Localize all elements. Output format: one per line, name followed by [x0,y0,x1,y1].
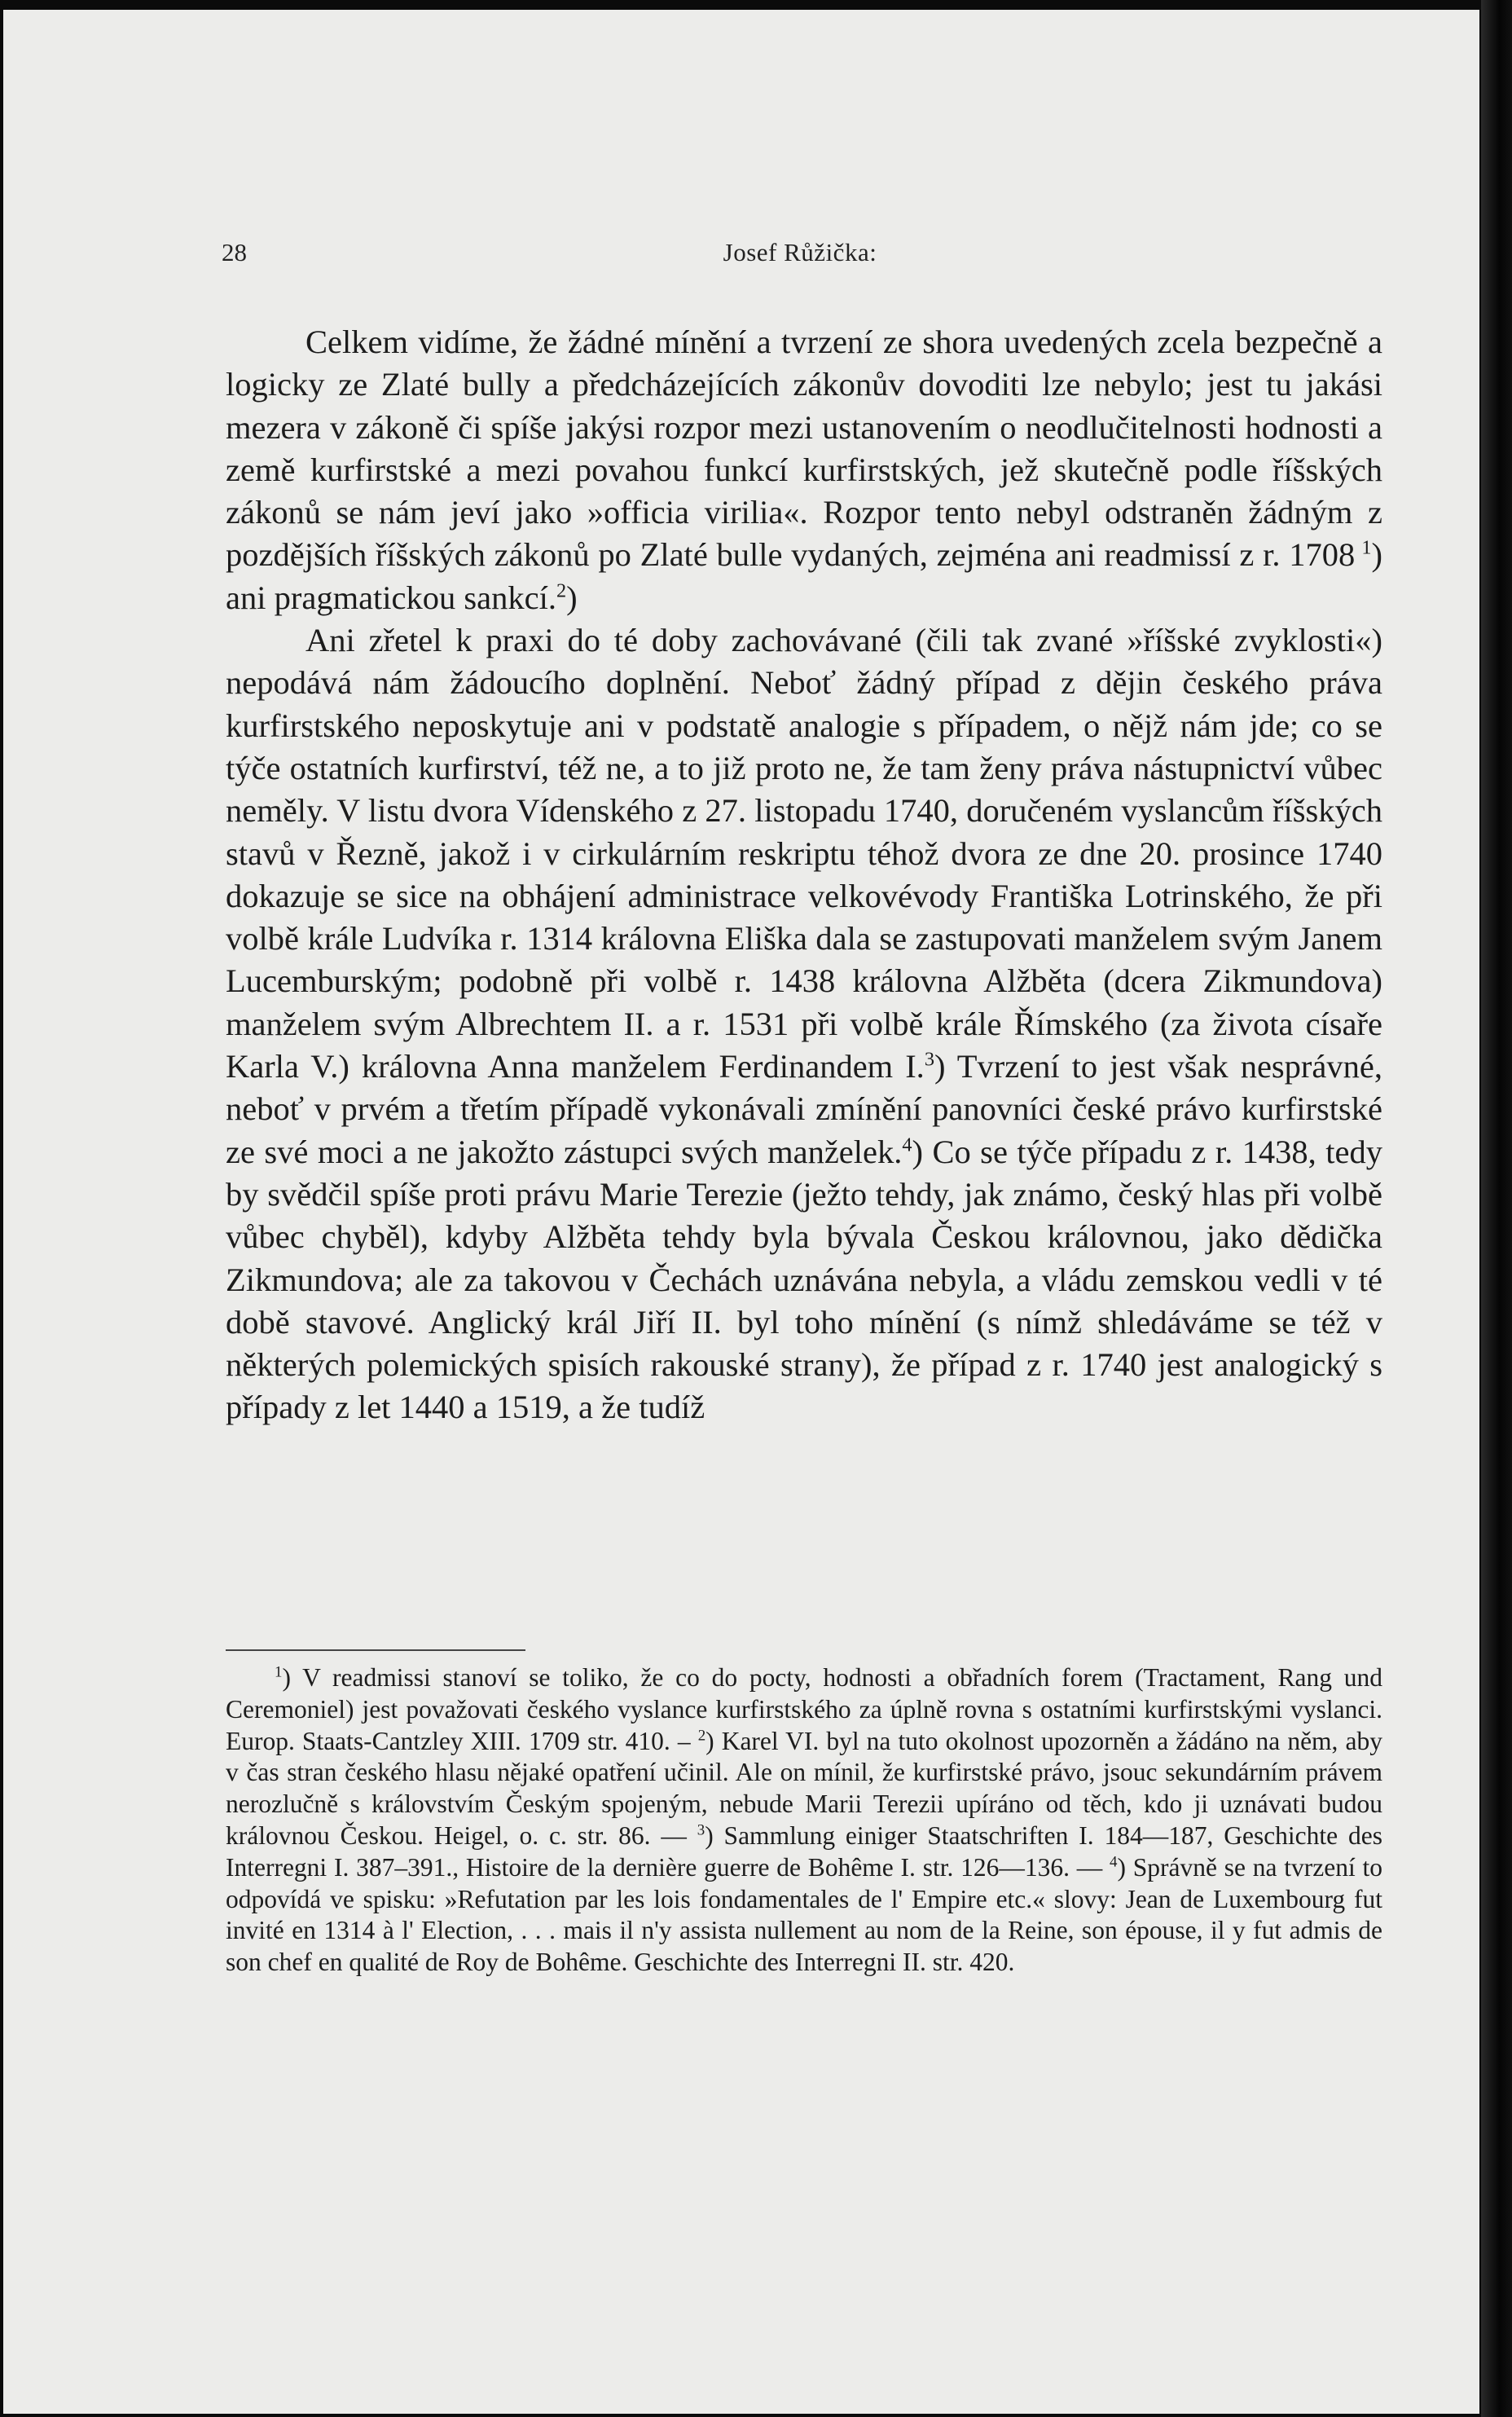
footnote-ref: 3 [924,1048,934,1071]
paragraph-text: Celkem vidíme, že žádné mínění a tvrzení ze shora uvedených zcela bezpečně a logicky ze Zlaté bully a předcházejících zákonův dovoditi lze nebylo; jest tu jakási mezera v zákoně či spíše jakýsi rozpor mezi ustanovením o neodlučitelnosti hodnosti a země kurfirstské a mezi povahou funkcí kurfirstských, jež skutečně podle říšských zákonů se nám jeví jako »officia virilia«. Rozpor tento nebyl odstraněn žádným z pozdějších říšských zákonů po Zlaté bulle vydaných, zejména ani readmissí z r. 1708 [226,324,1382,574]
footnote-text: ) Karel VI. byl na tuto okolnost upozorněn a žádáno na něm, aby v čas stran českého hlasu nějaké opatření učinil. Ale on mínil, že kurfirstské právo, jsouc sekundárním právem nerozlučně s královstvím Českým spojeným, nebude Marii Terezii upíráno od těch, kdo ji uznávati budou královnou Českou. Heigel, o. c. str. 86. — [226,1726,1382,1850]
footnote-mark: 4 [1110,1853,1118,1871]
footnote-text: ) Sammlung einiger Staatschriften I. 184—187, Geschichte des Interregni I. 387–391., Histoire de la dernière guerre de Bohême I. str. 126—136. — [226,1820,1382,1882]
scan-edge [1481,0,1512,2417]
paragraph [226,619,1382,1429]
footnote-mark: 2 [697,1727,706,1745]
paragraph-text: ) [566,579,578,616]
footnote-text: ) V readmissi stanoví se toliko, že co do pocty, hodnosti a obřadních forem (Tractament, Rang und Ceremoniel) jest považovati českého vyslance kurfirstského za úplně rovna s ostatními kurfirstskými vyslanci. Europ. Staats-Cantzley XIII. 1709 str. 410. – [226,1663,1382,1755]
paragraph-text: ) ani pragmatickou sankcí. [226,536,1382,616]
footnote-ref: 1 [1361,536,1372,559]
footnote-ref: 4 [902,1134,912,1156]
page-number: 28 [222,238,247,266]
running-head: Josef Růžička: [723,238,877,266]
footnote-text: ) Správně se na tvrzení to odpovídá ve spisku: »Refutation par les lois fondamentales de l' Empire etc.« slovy: Jean de Luxembourg fut invité en 1314 à l' Election, . . . mais il n'y assista nullement au nom de la Reine, son épouse, il y fut admis de son chef en qualité de Roy de Bohême. Geschichte des Interregni II. str. 420. [226,1852,1382,1977]
footnote-mark: 1 [275,1663,283,1681]
paragraph-text: ) Tvrzení to jest však nesprávné, neboť v prvém a třetím případě vykonávali zmínění panovníci české právo kurfirstské ze své moci a ne jakožto zástupci svých manželek. [226,1048,1382,1170]
paragraph-text: Ani zřetel k praxi do té doby zachovávané (čili tak zvané »říšské zvyklosti«) nepodává nám žádoucího doplnění. Neboť žádný případ z dějin českého práva kurfirstského neposkytuje ani v podstatě analogie s případem, o nějž nám jde; co se týče ostatních kurfirství, též ne, a to již proto ne, že tam ženy práva nástupnictví vůbec neměly. V listu dvora Vídenského z 27. listopadu 1740, doručeném vyslancům říšských stavů v Řezně, jakož i v cirkulárním reskriptu téhož dvora ze dne 20. prosince 1740 dokazuje se sice na obhájení administrace velkovévody Františka Lotrinského, že při volbě krále Ludvíka r. 1314 královna Eliška dala se zastupovati manželem svým Janem Lucemburským; podobně při volbě r. 1438 královna Alžběta (dcera Zikmundova) manželem svým Albrechtem II. a r. 1531 při volbě krále Římského (za života císaře Karla V.) královna Anna manželem Ferdinandem I. [226,622,1382,1085]
footnote-rule [226,1649,525,1651]
paragraph-text: ) Co se týče případu z r. 1438, tedy by svědčil spíše proti právu Marie Terezie (ježto tehdy, jak známo, český hlas při volbě vůbec chyběl), kdyby Alžběta tehdy byla bývala Českou královnou, jako dědička Zikmundova; ale za takovou v Čechách uznávána nebyla, a vládu zemskou vedli v té době stavové. Anglický král Jiří II. byl toho mínění (s nímž shledáváme se též v některých polemických spisích rakouské strany), že případ z r. 1740 jest analogický s případy z let 1440 a 1519, a že tudíž [226,1133,1382,1426]
page-header [222,238,1378,279]
footnote-mark: 3 [697,1821,705,1839]
footnote-block [226,1662,1382,1979]
book-page [3,10,1479,2414]
body-text [226,321,1382,1429]
footnote-ref: 2 [556,579,567,602]
paragraph [226,321,1382,619]
footnotes [226,1662,1382,1979]
